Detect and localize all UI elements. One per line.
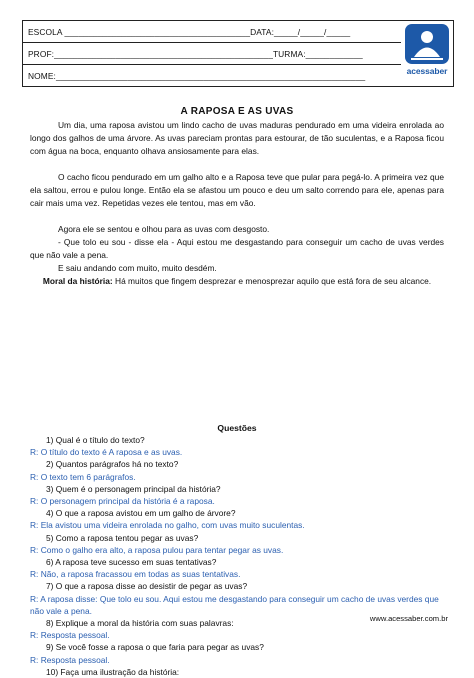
answer-6: R: Não, a raposa fracassou em todas as suas tentativas. <box>30 569 241 580</box>
teacher-class-field[interactable]: PROF:______________________________________________TURMA:____________ <box>28 49 363 59</box>
question-4: 4) O que a raposa avistou em um galho de árvore? <box>46 508 236 519</box>
answer-7: R: A raposa disse: Que tolo eu sou. Aqui estou me desgastando para conseguir um cacho de uvas verdes que não vale a pena. <box>30 593 439 617</box>
school-date-field[interactable]: ESCOLA _______________________________________DATA:_____/_____/_____ <box>28 27 351 37</box>
question-7: 7) O que a raposa disse ao desistir de pegar as uvas? <box>46 581 248 592</box>
moral-text: Há muitos que fingem desprezar e menosprezar aquilo que está fora de seu alcance. <box>112 276 432 286</box>
story-moral <box>30 275 444 288</box>
question-3: 3) Quem é o personagem principal da história? <box>46 483 221 494</box>
answer-2: R: O texto tem 6 parágrafos. <box>30 471 136 482</box>
question-6: 6) A raposa teve sucesso em suas tentativas? <box>46 557 217 567</box>
logo-text: acessaber <box>406 66 448 76</box>
questions-heading: Questões <box>217 423 257 433</box>
header-divider <box>23 42 453 43</box>
story-paragraph-4: - Que tolo eu sou - disse ela - Aqui estou me desgastando para conseguir um cacho de uvas verdes que não vale a pena. <box>30 237 444 261</box>
answer-3: R: O personagem principal da história é a raposa. <box>30 496 215 506</box>
footer-url: www.acessaber.com.br <box>369 614 448 623</box>
story-paragraph-3: Agora ele se sentou e olhou para as uvas com desgosto. <box>58 224 270 234</box>
question-1: 1) Qual é o título do texto? <box>46 435 145 445</box>
question-10: 10) Faça uma ilustração da história: <box>46 666 180 677</box>
answer-8: R: Resposta pessoal. <box>30 630 110 641</box>
answer-5: R: Como o galho era alto, a raposa pulou para tentar pegar as uvas. <box>30 544 284 555</box>
story-paragraph-2: O cacho ficou pendurado em um galho alto e a Raposa teve que pular para pegá-lo. A primeira vez que ela saltou, errou e pulou longe. Então ela se afastou um pouco e deu um salto correndo para ele, apenas para cair mais uma vez. Repetidas vezes ele tentou, mas em vão. <box>30 172 444 209</box>
student-name-field[interactable]: NOME:_________________________________________________________________ <box>28 71 366 81</box>
answer-4: R: Ela avistou uma videira enrolada no galho, com uvas muito suculentas. <box>30 520 305 531</box>
header-divider <box>23 64 453 65</box>
question-2: 2) Quantos parágrafos há no texto? <box>46 459 179 470</box>
answer-1: R: O título do texto é A raposa e as uvas. <box>30 447 183 458</box>
question-9: 9) Se você fosse a raposa o que faria para pegar as uvas? <box>46 642 264 653</box>
moral-label: Moral da história: <box>42 276 113 286</box>
logo-mark-icon <box>405 24 449 64</box>
answer-9: R: Resposta pessoal. <box>30 654 110 665</box>
story-paragraph-5: E saiu andando com muito, muito desdém. <box>58 263 217 273</box>
story-title: A RAPOSA E AS UVAS <box>180 106 294 117</box>
story-paragraph-1: Um dia, uma raposa avistou um lindo cacho de uvas maduras pendurado em uma videira enrolada ao longo dos galhos de uma árvore. As uvas pareciam prontas para estourar, de tão suculentas, e a Raposa ficou com água na boca, enquanto olhava ansiosamente para elas. <box>30 120 444 157</box>
acessaber-logo <box>401 21 453 85</box>
question-5: 5) Como a raposa tentou pegar as uvas? <box>46 532 199 543</box>
question-8: 8) Explique a moral da história com suas palavras: <box>46 618 234 628</box>
student-info-header <box>22 20 454 87</box>
